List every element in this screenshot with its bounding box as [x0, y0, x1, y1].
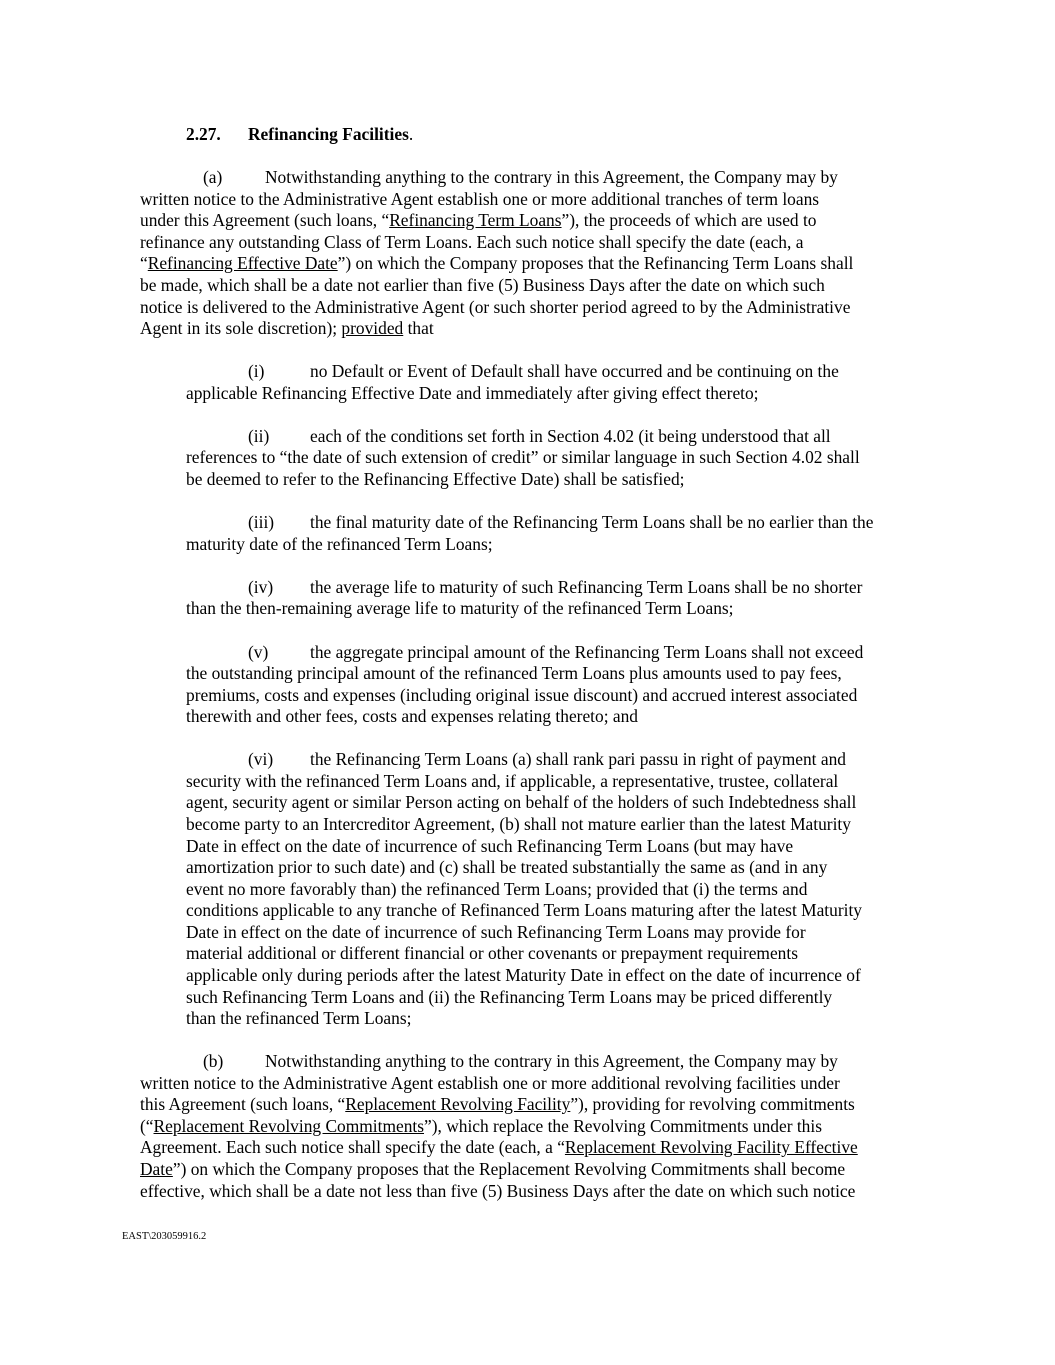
spacer: [140, 146, 940, 168]
text-segment: Agent in its sole discretion);: [140, 318, 342, 339]
text-segment: be made, which shall be a date not earlier than five (5) Business Days after the date on which such: [140, 274, 825, 295]
text-segment: than the refinanced Term Loans;: [186, 1008, 412, 1029]
defined-term: Refinancing Effective Date: [147, 253, 338, 274]
paragraph-iii: [140, 512, 940, 555]
paragraph-ii: [140, 426, 940, 491]
text-line: [140, 232, 940, 254]
text-segment: the average life to maturity of such Refinancing Term Loans shall be no shorter: [310, 576, 863, 597]
text-line: [140, 879, 940, 901]
text-segment: be deemed to refer to the Refinancing Effective Date) shall be satisfied;: [186, 469, 685, 489]
text-segment: the final maturity date of the Refinancing Term Loans shall be no earlier than the: [310, 512, 874, 533]
text-segment: references to “the date of such extension of credit” or similar language in such Section 4.02 shall: [186, 447, 860, 468]
text-line: [140, 1181, 940, 1203]
spacer: [140, 555, 940, 577]
paragraph-b: [140, 1051, 940, 1202]
text-segment: that: [403, 318, 434, 339]
text-segment: the outstanding principal amount of the refinanced Term Loans plus amounts used to pay fees,: [186, 663, 842, 684]
text-line: [140, 426, 940, 448]
text-line: [140, 167, 940, 189]
text-line: [140, 189, 940, 211]
text-line: [140, 469, 940, 491]
text-line: [140, 210, 940, 232]
text-segment: the aggregate principal amount of the Refinancing Term Loans shall not exceed: [310, 641, 864, 662]
paragraph-label: (ii): [248, 425, 270, 446]
spacer: [140, 404, 940, 426]
text-line: [140, 297, 940, 319]
paragraph-v: [140, 642, 940, 728]
text-segment: ”) on which the Company proposes that the Replacement Revolving Commitments shall become: [172, 1159, 846, 1179]
text-segment: therewith and other fees, costs and expenses relating thereto; and: [186, 706, 638, 727]
section-heading: [140, 124, 940, 146]
defined-term: Date: [140, 1159, 173, 1179]
paragraph-label: (vi): [248, 749, 274, 770]
paragraphs: [140, 167, 940, 1202]
text-segment: become party to an Intercreditor Agreement, (b) shall not mature earlier than the latest Maturity: [186, 814, 851, 834]
text-segment: Agreement. Each such notice shall specify the date (each, a “: [140, 1137, 565, 1158]
text-segment: effective, which shall be a date not less than five (5) Business Days after the date on which such notice: [140, 1180, 856, 1201]
text-line: [140, 253, 940, 275]
paragraph-label: (v): [248, 641, 269, 662]
defined-term: Replacement Revolving Commitments: [153, 1115, 424, 1136]
text-line: [140, 1051, 940, 1073]
text-line: [140, 275, 940, 297]
text-segment: amortization prior to such date) and (c) shall be treated substantially the same as (and in any: [186, 857, 828, 878]
text-line: [140, 685, 940, 707]
text-segment: Notwithstanding anything to the contrary in this Agreement, the Company may by: [265, 167, 838, 188]
text-line: [140, 361, 940, 383]
text-segment: event no more favorably than) the refinanced Term Loans; provided that (i) the terms and: [186, 878, 808, 899]
text-segment: refinance any outstanding Class of Term Loans. Each such notice shall specify the date (each, a: [140, 231, 804, 252]
text-line: [140, 1073, 940, 1095]
paragraph-vi: [140, 749, 940, 1029]
text-line: [140, 383, 940, 405]
text-line: [140, 965, 940, 987]
spacer: [140, 620, 940, 642]
text-segment: applicable only during periods after the latest Maturity Date in effect on the date of incurrence of: [186, 964, 861, 985]
text-segment: security with the refinanced Term Loans and, if applicable, a representative, trustee, collateral: [186, 770, 839, 791]
text-segment: written notice to the Administrative Agent establish one or more additional revolving facilities under: [140, 1072, 840, 1093]
defined-term: provided: [341, 318, 404, 339]
text-line: [140, 663, 940, 685]
paragraph-iv: [140, 577, 940, 620]
text-segment: applicable Refinancing Effective Date and immediately after giving effect thereto;: [186, 382, 759, 403]
defined-term: Refinancing Term Loans: [389, 210, 562, 231]
text-segment: premiums, costs and expenses (including original issue discount) and accrued interest associated: [186, 684, 858, 705]
document-body: [140, 124, 940, 1202]
text-segment: ”), the proceeds of which are used to: [561, 210, 817, 231]
text-segment: this Agreement (such loans, “: [140, 1094, 346, 1115]
text-line: [140, 706, 940, 728]
text-segment: written notice to the Administrative Agent establish one or more additional tranches of term loans: [140, 188, 820, 209]
text-segment: under this Agreement (such loans, “: [140, 210, 390, 231]
text-segment: Notwithstanding anything to the contrary in this Agreement, the Company may by: [265, 1051, 838, 1072]
text-line: [140, 836, 940, 858]
text-segment: Date in effect on the date of incurrence of such Refinancing Term Loans may provide for: [186, 921, 806, 942]
text-segment: Date in effect on the date of incurrence of such Refinancing Term Loans (but may have: [186, 835, 794, 856]
paragraph-label: (iii): [248, 512, 275, 533]
text-line: [140, 792, 940, 814]
text-line: [140, 1116, 940, 1138]
paragraph-label: (b): [203, 1051, 224, 1072]
spacer: [140, 491, 940, 513]
text-line: [140, 814, 940, 836]
text-line: [140, 857, 940, 879]
text-segment: (“: [140, 1115, 154, 1136]
paragraph-label: (i): [248, 361, 265, 382]
paragraph-label: (a): [203, 167, 223, 188]
defined-term: Replacement Revolving Facility: [345, 1094, 571, 1115]
section-number: 2.27.: [186, 124, 221, 144]
text-segment: ”), providing for revolving commitments: [570, 1094, 855, 1115]
document-id-footer: EAST\203059916.2: [122, 1231, 207, 1242]
paragraph-a: [140, 167, 940, 340]
text-line: [140, 598, 940, 620]
spacer: [140, 1030, 940, 1052]
text-segment: maturity date of the refinanced Term Loans;: [186, 533, 493, 554]
text-segment: conditions applicable to any tranche of Refinanced Term Loans maturing after the latest Maturity: [186, 900, 862, 921]
text-line: [140, 1159, 940, 1181]
defined-term: Replacement Revolving Facility Effective: [564, 1137, 858, 1158]
text-line: [140, 1094, 940, 1116]
text-line: [140, 987, 940, 1009]
spacer: [140, 340, 940, 362]
paragraph-label: (iv): [248, 576, 274, 597]
text-segment: notice is delivered to the Administrative Agent (or such shorter period agreed to by the Administrative: [140, 296, 851, 317]
paragraph-i: [140, 361, 940, 404]
text-line: [140, 749, 940, 771]
text-line: [140, 943, 940, 965]
section-title: Refinancing Facilities: [248, 124, 409, 144]
text-line: [140, 900, 940, 922]
spacer: [140, 728, 940, 750]
text-line: [140, 318, 940, 340]
text-segment: than the then-remaining average life to maturity of the refinanced Term Loans;: [186, 598, 734, 619]
text-line: [140, 1137, 940, 1159]
text-segment: material additional or different financial or other covenants or prepayment requirements: [186, 943, 798, 964]
text-segment: “: [140, 253, 148, 274]
text-line: [140, 534, 940, 556]
text-line: [140, 447, 940, 469]
text-segment: the Refinancing Term Loans (a) shall rank pari passu in right of payment and: [310, 749, 846, 770]
text-segment: such Refinancing Term Loans and (ii) the Refinancing Term Loans may be priced differently: [186, 986, 833, 1007]
text-segment: ”) on which the Company proposes that the Refinancing Term Loans shall: [337, 253, 854, 274]
heading-period: .: [408, 124, 414, 144]
text-line: [140, 771, 940, 793]
text-segment: each of the conditions set forth in Section 4.02 (it being understood that all: [310, 425, 831, 446]
text-line: [140, 512, 940, 534]
text-line: [140, 922, 940, 944]
text-line: [140, 1008, 940, 1030]
text-segment: agent, security agent or similar Person acting on behalf of the holders of such Indebtedness shall: [186, 792, 857, 813]
text-segment: no Default or Event of Default shall have occurred and be continuing on the: [310, 361, 839, 382]
text-segment: ”), which replace the Revolving Commitments under this: [424, 1115, 822, 1136]
text-line: [140, 642, 940, 664]
text-line: [140, 577, 940, 599]
